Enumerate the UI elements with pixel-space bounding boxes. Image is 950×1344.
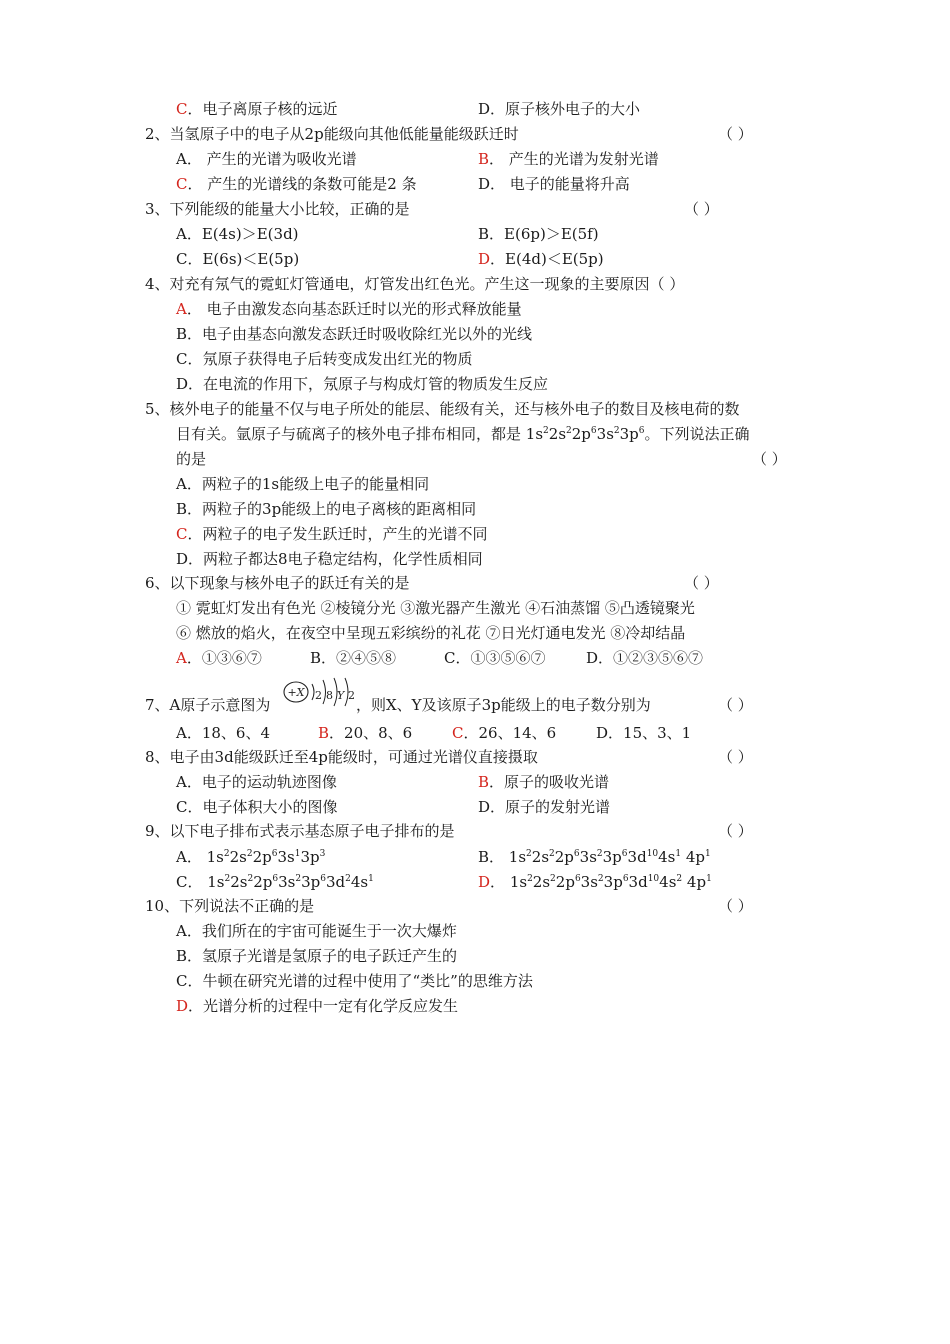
q5-stem-line1: 5、核外电子的能量不仅与电子所处的能层、能级有关，还与核外电子的数目及核电荷的数 xyxy=(145,400,740,418)
q3-stem: 3、下列能级的能量大小比较，正确的是 xyxy=(145,200,410,218)
q2-stem: 2、当氢原子中的电子从2p能级向其他低能量能级跃迁时 xyxy=(145,125,519,143)
q3-option-b: B．E(6p)＞E(5f) xyxy=(478,225,599,243)
q1-option-c: C．电子离原子核的远近 xyxy=(176,100,338,118)
q5-stem-line2: 目有关。氩原子与硫离子的核外电子排布相同，都是 $1s^22s^22p^63s^23p^6$。下列说法正确 xyxy=(176,425,750,443)
q10-option-d: D．光谱分析的过程中一定有化学反应发生 xyxy=(176,997,459,1015)
q10-stem: 10、下列说法不正确的是 xyxy=(145,897,315,915)
q4-option-d: D．在电流的作用下，氖原子与构成灯管的物质发生反应 xyxy=(176,375,549,393)
q7-answer-paren: （ ） xyxy=(718,696,753,714)
q8-answer-paren: （ ） xyxy=(718,748,753,766)
q2-answer-paren: （ ） xyxy=(718,125,753,143)
atom-structure-diagram xyxy=(282,672,354,716)
q10-option-a: A．我们所在的宇宙可能诞生于一次大爆炸 xyxy=(176,922,457,940)
electron-configuration: $1s^22s^22p^63s^23p^6$ xyxy=(525,425,645,443)
q4-option-b: B．电子由基态向激发态跃迁时吸收除红光以外的光线 xyxy=(176,325,533,343)
q5-stem-line3: 的是 xyxy=(176,450,207,468)
q6-items-line1: ① 霓虹灯发出有色光 ②棱镜分光 ③激光器产生激光 ④石油蒸馏 ⑤凸透镜聚光 xyxy=(176,599,695,617)
q7-stem-pre: 7、A原子示意图为 xyxy=(145,696,271,714)
q4-stem: 4、对充有氖气的霓虹灯管通电，灯管发出红色光。产生这一现象的主要原因（ ） xyxy=(145,275,685,293)
q9-option-d: D． $1s^22s^22p^63s^23p^63d^{10}4s^2$ $4p^1$ xyxy=(478,873,712,891)
q5-option-d: D．两粒子都达8电子稳定结构，化学性质相同 xyxy=(176,550,483,568)
q10-option-c: C．牛顿在研究光谱的过程中使用了“类比”的思维方法 xyxy=(176,972,533,990)
q5-option-b: B．两粒子的3p能级上的电子离核的距离相同 xyxy=(176,500,477,518)
q10-answer-paren: （ ） xyxy=(718,897,753,915)
q5-option-a: A．两粒子的1s能级上电子的能量相同 xyxy=(176,475,430,493)
q3-option-c: C．E(6s)＜E(5p) xyxy=(176,250,300,268)
q8-option-c: C．电子体积大小的图像 xyxy=(176,798,338,816)
q6-stem: 6、以下现象与核外电子的跃迁有关的是 xyxy=(145,574,410,592)
q6-option-a: A．①③⑥⑦ xyxy=(176,649,262,667)
q3-option-a: A．E(4s)＞E(3d) xyxy=(176,225,299,243)
q9-option-b: B． $1s^22s^22p^63s^23p^63d^{10}4s^1$ $4p^1$ xyxy=(478,848,711,866)
q3-answer-paren: （ ） xyxy=(684,200,719,218)
shell-2-count: 8 xyxy=(326,689,333,702)
nucleus-label: +X xyxy=(287,686,305,699)
q9-option-a: A． $1s^22s^22p^63s^13p^3$ xyxy=(176,848,326,866)
q10-option-b: B．氢原子光谱是氢原子的电子跃迁产生的 xyxy=(176,947,458,965)
q6-option-c: C．①③⑤⑥⑦ xyxy=(444,649,546,667)
q2-option-d: D． 电子的能量将升高 xyxy=(478,175,630,193)
q5-option-c: C．两粒子的电子发生跃迁时，产生的光谱不同 xyxy=(176,525,488,543)
q7-stem-post: ，则X、Y及该原子3p能级上的电子数分别为 xyxy=(356,696,651,714)
q7-option-b: B．20、8、6 xyxy=(318,724,413,742)
q9-option-c: C． $1s^22s^22p^63s^23p^63d^24s^1$ xyxy=(176,873,374,891)
q6-option-d: D．①②③⑤⑥⑦ xyxy=(586,649,704,667)
q6-option-b: B．②④⑤⑧ xyxy=(310,649,397,667)
shell-3-count: Y xyxy=(337,689,345,702)
q6-items-line2: ⑥ 燃放的焰火，在夜空中呈现五彩缤纷的礼花 ⑦日光灯通电发光 ⑧冷却结晶 xyxy=(176,624,686,642)
q5-answer-paren: （ ） xyxy=(752,450,787,468)
q1-option-d: D．原子核外电子的大小 xyxy=(478,100,641,118)
shell-4-count: 2 xyxy=(348,689,355,702)
q8-option-a: A．电子的运动轨迹图像 xyxy=(176,773,337,791)
q7-option-a: A．18、6、4 xyxy=(176,724,271,742)
q4-option-c: C．氖原子获得电子后转变成发出红光的物质 xyxy=(176,350,473,368)
q7-option-d: D．15、3、1 xyxy=(596,724,692,742)
q6-answer-paren: （ ） xyxy=(684,574,719,592)
q3-option-d: D．E(4d)＜E(5p) xyxy=(478,250,604,268)
q9-answer-paren: （ ） xyxy=(718,822,753,840)
q2-option-b: B． 产生的光谱为发射光谱 xyxy=(478,150,659,168)
shell-arc-1 xyxy=(312,684,314,700)
shell-1-count: 2 xyxy=(315,689,322,702)
q2-option-c: C． 产生的光谱线的条数可能是2 条 xyxy=(176,175,417,193)
q2-option-a: A． 产生的光谱为吸收光谱 xyxy=(176,150,357,168)
q8-option-b: B．原子的吸收光谱 xyxy=(478,773,610,791)
q9-stem: 9、以下电子排布式表示基态原子电子排布的是 xyxy=(145,822,455,840)
q8-stem: 8、电子由3d能级跃迁至4p能级时，可通过光谱仪直接摄取 xyxy=(145,748,538,766)
q8-option-d: D．原子的发射光谱 xyxy=(478,798,611,816)
q7-option-c: C．26、14、6 xyxy=(452,724,557,742)
q4-option-a: A． 电子由激发态向基态跃迁时以光的形式释放能量 xyxy=(176,300,522,318)
